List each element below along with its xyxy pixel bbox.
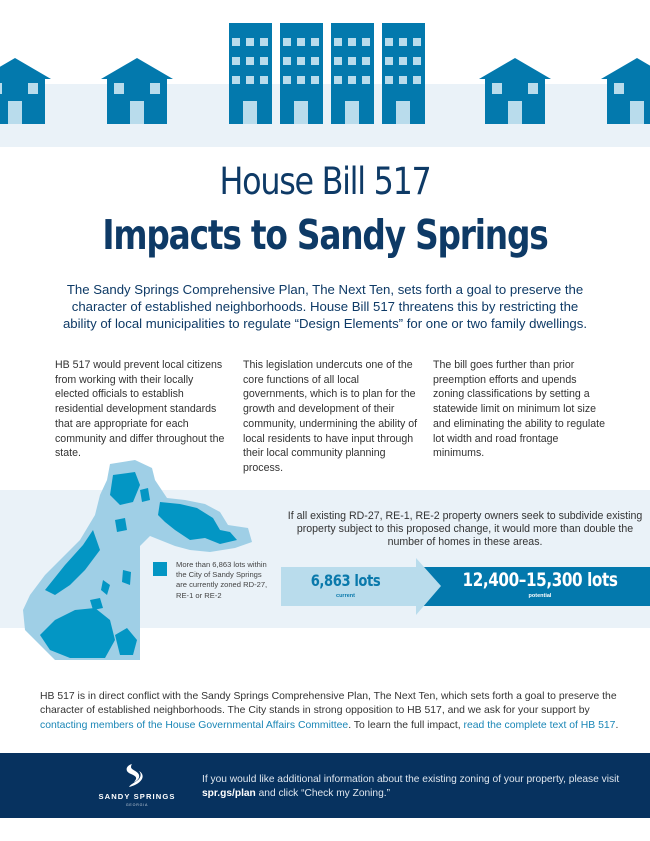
current-lots-value: 6,863 lots: [310, 571, 381, 590]
conclusion-text-3: .: [615, 719, 619, 731]
logo-wordmark: SANDY SPRINGS: [98, 792, 176, 801]
apartment-building-icon: [229, 23, 272, 124]
logo-state: GEORGIA: [125, 803, 149, 807]
house-icon: [0, 58, 51, 124]
legend-swatch: [153, 562, 167, 576]
column-preemption: The bill goes further than prior preemption efforts and upends zoning classifications by setting a statewide limit on minimum lot size and eliminating the ability to regulate lot width and road frontage minimums.: [433, 359, 605, 460]
potential-lots-value: 12,400–15,300 lots: [462, 569, 618, 591]
skyline-illustration: [0, 0, 650, 150]
current-lots-label: current: [336, 593, 355, 599]
apartment-building-icon: [382, 23, 425, 124]
house-icon: [479, 58, 551, 124]
page-subtitle: Impacts to Sandy Springs: [102, 211, 548, 259]
footer-text-2: and click “Check my Zoning.”: [255, 787, 390, 799]
apartment-building-icon: [280, 23, 323, 124]
potential-lots-label: potential: [528, 593, 552, 599]
sandy-springs-logo-icon: [119, 763, 153, 789]
map-legend-text: More than 6,863 lots within the City of Sandy Springs are currently zoned RD-27, RE-1 or RE-2: [176, 560, 268, 600]
house-icon: [601, 58, 650, 124]
conclusion-text-2: . To learn the full impact,: [348, 719, 464, 731]
house-icon: [101, 58, 173, 124]
contact-committee-link[interactable]: contacting members of the House Governmental Affairs Committee: [40, 719, 349, 731]
intro-paragraph: The Sandy Springs Comprehensive Plan, The Next Ten, sets forth a goal to preserve the character of established neighborhoods. House Bill 517 threatens this by restricting the ability of local municipalities to regulate “Design Elements” for one or two family dwellings.: [62, 282, 588, 331]
footer-text-1: If you would like additional information about the existing zoning of your property, please visit: [202, 774, 620, 785]
zoning-url-link[interactable]: spr.gs/plan: [202, 787, 256, 799]
apartment-building-icon: [331, 23, 374, 124]
column-citizens: HB 517 would prevent local citizens from working with their locally elected officials to establish residential development standards that are appropriate for each community and differ throughout the state.: [55, 359, 225, 460]
conclusion-paragraph: [40, 690, 620, 733]
footer-zoning-info: [202, 773, 622, 801]
conclusion-text-1: HB 517 is in direct conflict with the Sandy Springs Comprehensive Plan, The Next Ten, which sets forth a goal to preserve the character of established neighborhoods. The City stands in strong opposition to HB 517, and we ask for your support by: [40, 691, 617, 717]
column-local-governments: This legislation undercuts one of the core functions of all local governments, which is to plan for the growth and development of their community, undermining the ability of local residents to have input through their local community planning process.: [243, 359, 418, 474]
read-bill-text-link[interactable]: read the complete text of HB 517: [463, 719, 616, 731]
impact-statement: If all existing RD-27, RE-1, RE-2 property owners seek to subdivide existing property subject to this proposed change, it would more than double the number of homes in these areas.: [287, 510, 643, 549]
page-title: House Bill 517: [219, 160, 431, 203]
